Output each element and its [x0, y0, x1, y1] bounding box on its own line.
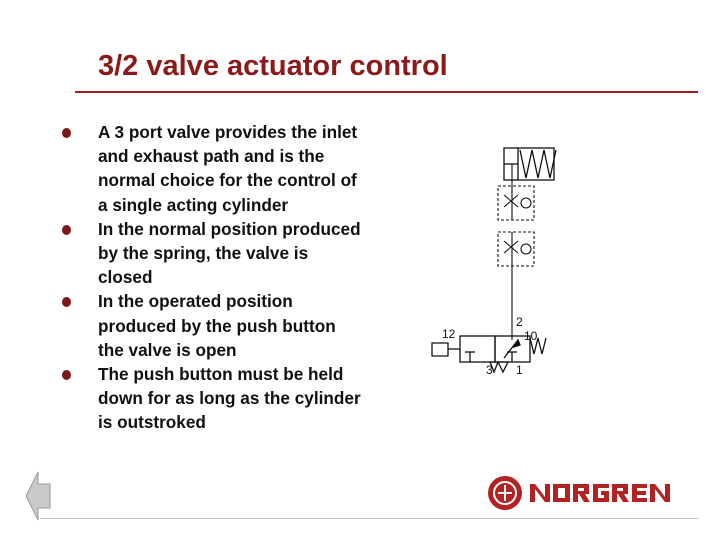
- footer-divider: [40, 518, 698, 519]
- flow-control-valve-1: [498, 186, 534, 220]
- slide-title: 3/2 valve actuator control: [98, 50, 448, 82]
- back-arrow-icon[interactable]: [24, 470, 52, 522]
- bullet-item: In the operated position produced by the push button the valve is open: [62, 289, 362, 362]
- port-label-3: 3: [486, 363, 493, 377]
- norgren-logo: [485, 473, 697, 513]
- bullet-item: The push button must be held down for as long as the cylinder is outstroked: [62, 362, 362, 435]
- valve-circuit-diagram: [420, 140, 570, 400]
- port-label-1: 1: [516, 363, 523, 377]
- bullet-list: [62, 120, 362, 435]
- port-label-10: 10: [524, 329, 538, 343]
- norgren-wordmark: [530, 484, 670, 502]
- flow-control-valve-2: [498, 232, 534, 266]
- port-label-12: 12: [442, 327, 456, 341]
- bullet-item: A 3 port valve provides the inlet and exhaust path and is the normal choice for the control of a single acting cylinder: [62, 120, 362, 217]
- port-label-2: 2: [516, 315, 523, 329]
- title-divider: [75, 91, 698, 93]
- bullet-item: In the normal position produced by the spring, the valve is closed: [62, 217, 362, 290]
- norgren-globe-icon: [488, 476, 522, 510]
